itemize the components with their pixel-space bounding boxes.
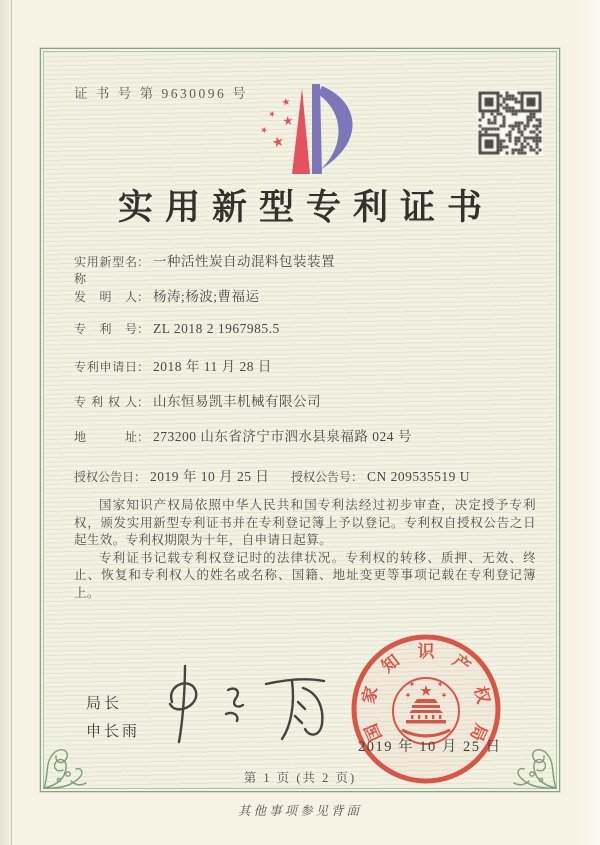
qr-code	[477, 90, 543, 156]
field-label: 实用新型名称	[74, 255, 137, 286]
commissioner-name: 申长雨	[86, 723, 141, 740]
back-note: 其他事项参见背面	[237, 804, 362, 818]
field-label: 专利申请日	[74, 360, 137, 374]
svg-text:识: 识	[417, 642, 435, 661]
signature-icon	[142, 660, 332, 748]
legal-paragraph-2: 专利证书记载专利权登记时的法律状况。专利权的转移、质押、无效、终止、恢复和专利权人的姓名或名称、国籍、地址变更等事项记载在专利登记簿上。	[74, 550, 536, 600]
grant-number-field: 授权公告号 ： CN 209535519 U	[291, 469, 471, 484]
grant-date-field: 授权公告日 ： 2019 年 10 月 25 日	[74, 469, 270, 484]
cnipa-patent-logo-icon	[238, 76, 363, 180]
field-inventors: 发明人 ： 杨涛;杨波;曹福运	[74, 285, 534, 307]
grant-announcement-row	[74, 465, 534, 487]
seal-date: 2019 年 10 月 25 日	[358, 739, 502, 755]
official-seal	[348, 631, 504, 787]
field-value: 273200 山东省济宁市泗水县泉福路 024 号	[153, 429, 412, 444]
field-patentee: 专利权人 ： 山东恒易凯丰机械有限公司	[74, 390, 534, 412]
legal-paragraph-1: 国家知识产权局依照中华人民共和国专利法经过初步审查，决定授予专利权，颁发实用新型专利证书并在专利登记簿上予以登记。专利权自授权公告之日起生效。专利权期限为十年，自申请日起算。	[74, 498, 536, 547]
svg-text:家: 家	[358, 684, 382, 706]
svg-text:知: 知	[378, 650, 404, 677]
scan-edge-line	[11, 0, 12, 845]
commissioner-block	[86, 690, 140, 746]
certificate-title: 实用新型专利证书	[117, 188, 494, 227]
field-utility-model-name: 实用新型名称 ： 一种活性炭自动混料包装装置	[74, 250, 534, 272]
field-address: 地址 ： 273200 山东省济宁市泗水县泉福路 024 号	[74, 425, 534, 447]
field-label: 发明人	[74, 290, 137, 304]
svg-text:国: 国	[361, 720, 386, 745]
certificate-number: 证 书 号 第 9630096 号	[74, 86, 249, 101]
field-label: 专利权人	[74, 395, 137, 409]
commissioner-title: 局长	[86, 695, 123, 712]
legal-paragraphs	[74, 497, 536, 602]
field-list	[74, 250, 534, 487]
field-patent-number: 专利号 ： ZL 2018 2 1967985.5	[74, 321, 280, 336]
field-filing-date: 专利申请日 ： 2018 年 11 月 28 日	[74, 355, 534, 377]
svg-text:产: 产	[448, 650, 474, 677]
field-value: 杨涛;杨波;曹福运	[153, 289, 260, 304]
page-number: 第 1 页 (共 2 页)	[243, 771, 357, 785]
field-value: 山东恒易凯丰机械有限公司	[153, 394, 322, 409]
field-label: 地址	[74, 430, 137, 444]
field-value: 一种活性炭自动混料包装装置	[153, 254, 336, 269]
field-value: 2018 年 11 月 28 日	[153, 359, 272, 374]
field-value: ZL 2018 2 1967985.5	[153, 321, 280, 336]
svg-text:权: 权	[470, 684, 494, 706]
svg-text:局: 局	[466, 720, 491, 745]
field-label: 专利号	[74, 322, 137, 336]
